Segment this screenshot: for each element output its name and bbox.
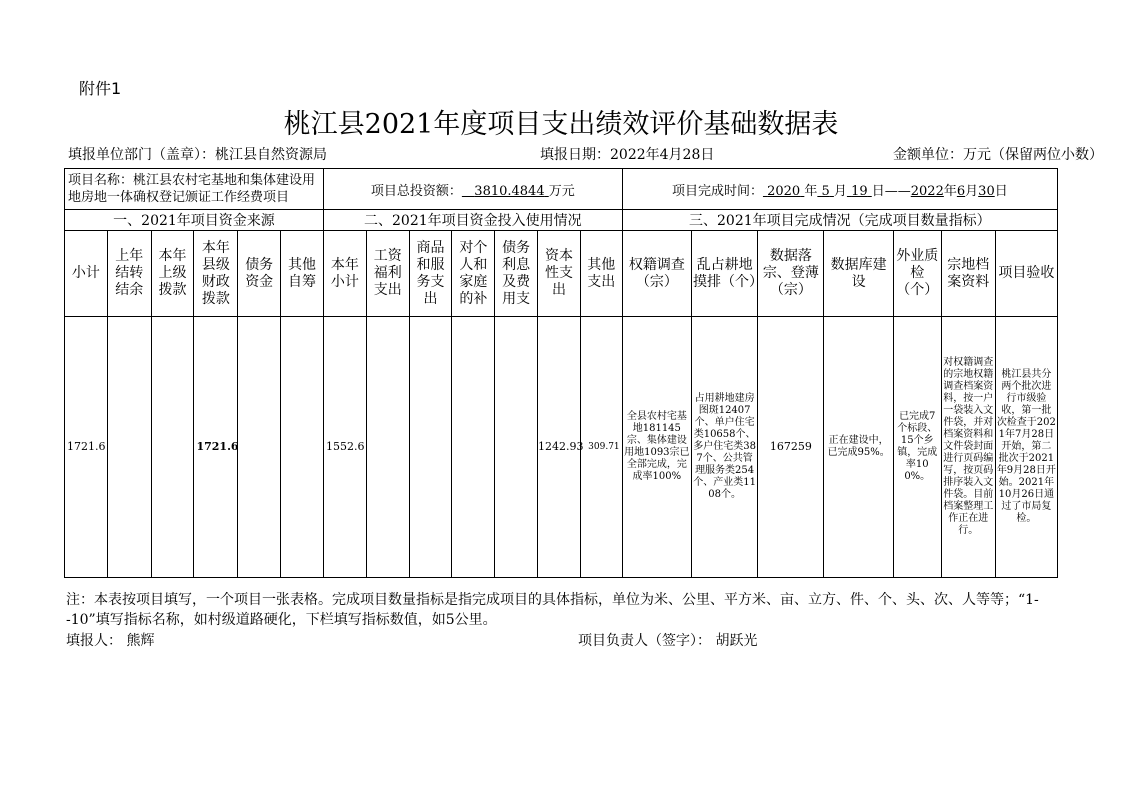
column-header: 其他自筹 [281,231,324,317]
column-header: 数据库建设 [824,231,893,317]
end-month: 6 [956,183,966,199]
page-title: 桃江县2021年度项目支出绩效评价基础数据表 [283,109,839,140]
column-header: 项目验收 [995,231,1057,317]
value-year-subtotal: 1552.6 [323,317,366,578]
section-funding-usage: 二、2021年项目资金投入使用情况 [323,210,622,231]
column-header: 本年上级拨款 [151,231,194,317]
value-capital-expense: 1242.93 [538,317,581,578]
value-rights-survey: 全县农村宅基地181145宗、集体建设用地1093宗已全部完成，完成率100% [622,317,691,578]
column-header: 本年小计 [323,231,366,317]
attachment-label: 附件1 [79,79,122,98]
value-archive: 对权籍调查的宗地权籍调查档案资料，按一户一袋装入文件袋，并对档案资料和文件袋封面进行页码编写，按页码排序装入文件袋。目前档案整理工作正在进行。 [941,317,995,578]
column-header: 乱占耕地摸排（个） [691,231,757,317]
column-header: 对个人和家庭的补 [452,231,495,317]
project-leader: 项目负责人（签字）： 胡跃光 [578,633,758,649]
total-investment-value: 3810.4844 [474,183,545,199]
value-superior-allocation [151,317,194,578]
column-header-row [65,231,1058,317]
column-header: 权籍调查（宗） [622,231,691,317]
value-field-inspection: 已完成7个标段、15个乡镇，完成率100%。 [893,317,941,578]
value-self-raised [281,317,324,578]
section-funding-source: 一、2021年项目资金来源 [65,210,324,231]
filler-name: 填报人： 熊辉 [66,633,155,649]
performance-data-table [64,168,1058,578]
value-database: 正在建设中，已完成95%。 [824,317,893,578]
value-personal-subsidy [452,317,495,578]
column-header: 小计 [65,231,108,317]
section-completion: 三、2021年项目完成情况（完成项目数量指标） [622,210,1057,231]
completion-time-label: 项目完成时间： [671,183,763,199]
reporting-date: 填报日期：2022年4月28日 [540,147,715,163]
value-wages [366,317,409,578]
value-farmland-survey: 占用耕地建房图斑12407个、单户住宅类10658个、多户住宅类387个、公共管理服务类254个、产业类1108个。 [691,317,757,578]
start-year: 2020 [767,183,801,199]
column-header: 资本性支出 [538,231,581,317]
table-row [65,317,1058,578]
value-debt-interest [495,317,538,578]
start-day: 19 [851,183,868,199]
completion-time: 项目完成时间： 2020 年 5 月 19 日——2022年6月30日 [622,169,1057,210]
start-month: 5 [821,183,830,199]
value-carryover [107,317,151,578]
end-year: 2022 [910,183,944,199]
column-header: 债务利息及费用支 [495,231,538,317]
value-subtotal: 1721.6 [65,317,108,578]
reporting-unit: 填报单位部门（盖章）：桃江县自然资源局 [68,147,327,163]
column-header: 数据落宗、登薄（宗） [758,231,824,317]
value-goods-services [409,317,452,578]
column-header: 债务资金 [238,231,281,317]
column-header: 工资福利支出 [366,231,409,317]
footer-note: 注：本表按项目填写，一个项目一张表格。完成项目数量指标是指完成项目的具体指标，单位为米、公里、平方米、亩、立方、件、个、头、次、人等等；“1--10”填写指标名称，如村级道路硬化，下栏填写指标数值，如5公里。 [66,592,1039,628]
value-other-expense: 309.71 [580,317,622,578]
total-investment [323,169,622,210]
end-day: 30 [978,183,995,199]
total-investment-label: 项目总投资额： [370,183,462,199]
column-header: 本年县级财政拨款 [194,231,238,317]
column-header: 上年结转结余 [107,231,151,317]
value-acceptance: 桃江县共分两个批次进行市级验收，第一批次检查于2021年7月28日开始，第二批次于2021年9月28日开始。2021年10月26日通过了市局复检。 [995,317,1057,578]
column-header: 宗地档案资料 [941,231,995,317]
value-data-registration: 167259 [758,317,824,578]
project-name: 项目名称：桃江县农村宅基地和集体建设用地房地一体确权登记颁证工作经费项目 [65,169,324,210]
value-debt-funds [238,317,281,578]
column-header: 外业质检（个） [893,231,941,317]
column-header: 其他支出 [580,231,622,317]
column-header: 商品和服务支出 [409,231,452,317]
amount-unit: 金额单位：万元（保留两位小数） [893,147,1103,163]
value-county-allocation: 1721.6 [194,317,238,578]
total-investment-unit: 万元 [548,183,575,199]
